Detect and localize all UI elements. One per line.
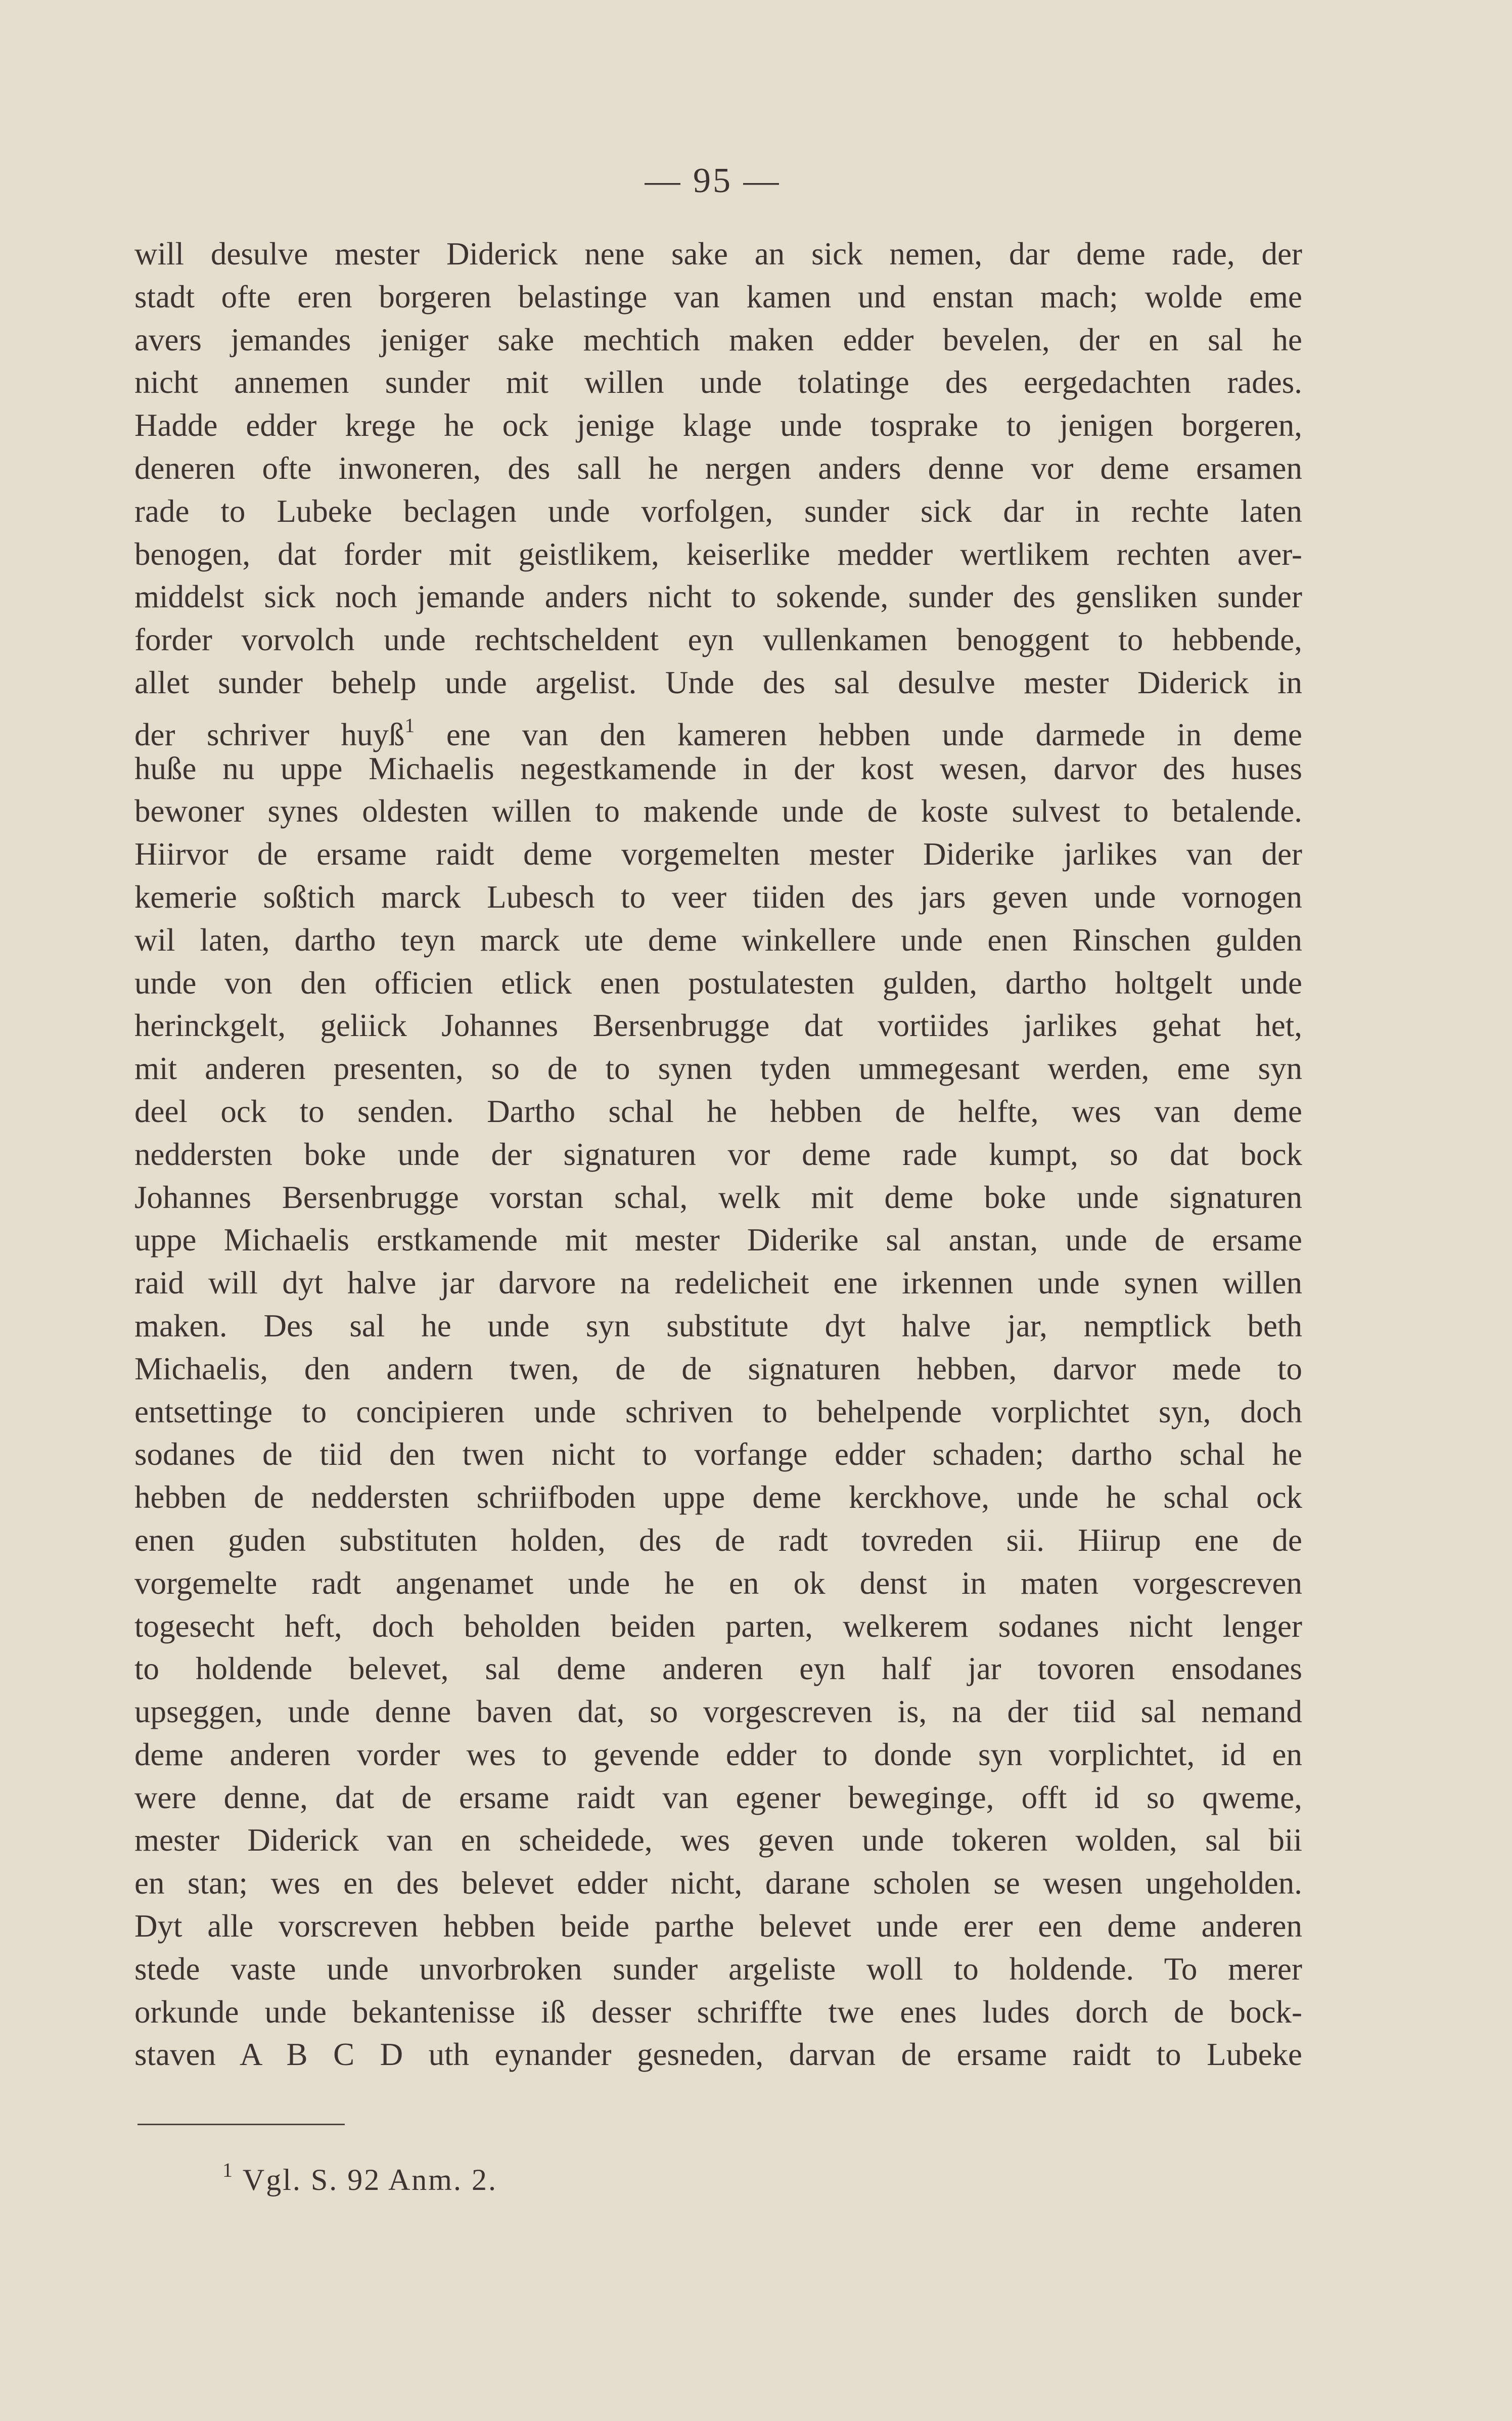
text-fragment: ene van den kameren hebben unde darmede in deme — [446, 716, 1302, 752]
footnote-reference: 1 — [404, 713, 415, 737]
text-fragment: der schriver huyß — [134, 716, 405, 752]
text-line: middelst sick noch jemande anders nicht to sokende, sunder des gensliken sunder — [134, 579, 1302, 615]
text-line: togesecht heft, doch beholden beiden parten, welkerem sodanes nicht lenger — [134, 1608, 1302, 1644]
text-line: mester Diderick van en scheidede, wes geven unde tokeren wolden, sal bii — [134, 1822, 1302, 1858]
text-line: kemerie soßtich marck Lubesch to veer tiiden des jars geven unde vornogen — [134, 879, 1302, 915]
text-line: deel ock to senden. Dartho schal he hebben de helfte, wes van deme — [134, 1093, 1302, 1129]
text-line: rade to Lubeke beclagen unde vorfolgen, sunder sick dar in rechte laten — [134, 493, 1302, 529]
text-line: Hiirvor de ersame raidt deme vorgemelten mester Diderike jarlikes van der — [134, 836, 1302, 872]
text-line: neddersten boke unde der signaturen vor deme rade kumpt, so dat bock — [134, 1136, 1302, 1172]
text-line: avers jemandes jeniger sake mechtich maken edder bevelen, der en sal he — [134, 322, 1302, 357]
text-line: benogen, dat forder mit geistlikem, keiserlike medder wertlikem rechten aver- — [134, 536, 1302, 572]
text-line: Dyt alle vorscreven hebben beide parthe belevet unde erer een deme anderen — [134, 1908, 1302, 1944]
text-line: staven A B C D uth eynander gesneden, darvan de ersame raidt to Lubeke — [134, 2037, 1302, 2073]
text-line: raid will dyt halve jar darvore na redelicheit ene irkennen unde synen willen — [134, 1265, 1302, 1301]
text-line: entsettinge to concipieren unde schriven to behelpende vorplichtet syn, doch — [134, 1394, 1302, 1429]
text-line: allet sunder behelp unde argelist. Unde des sal desulve mester Diderick in — [134, 664, 1302, 700]
text-line: hußе nu uppe Michaelis negestkamende in der kost wesen, darvor des huses — [134, 750, 1302, 786]
text-line: Johannes Bersenbrugge vorstan schal, welk mit deme boke unde signaturen — [134, 1179, 1302, 1215]
text-line-with-footnote-ref — [134, 704, 1302, 752]
text-line: vorgemelte radt angenamet unde he en ok denst in maten vorgescreven — [134, 1565, 1302, 1601]
text-line: will desulve mester Diderick nene sake an sick nemen, dar deme rade, der — [134, 236, 1302, 272]
text-line: Michaelis, den andern twen, de de signaturen hebben, darvor mede to — [134, 1351, 1302, 1386]
text-line: enen guden substituten holden, des de radt tovreden sii. Hiirup ene de — [134, 1522, 1302, 1558]
text-line: uppe Michaelis erstkamende mit mester Diderike sal anstan, unde de ersame — [134, 1222, 1302, 1258]
text-line: upseggen, unde denne baven dat, so vorgescreven is, na der tiid sal nemand — [134, 1694, 1302, 1730]
text-line: wil laten, dartho teyn marck ute deme winkellere unde enen Rinschen gulden — [134, 922, 1302, 958]
text-line: deneren ofte inwoneren, des sall he nergen anders denne vor deme ersamen — [134, 450, 1302, 486]
text-line: nicht annemen sunder mit willen unde tolatinge des eergedachten rades. — [134, 365, 1302, 400]
text-line: maken. Des sal he unde syn substitute dyt halve jar, nemptlick beth — [134, 1308, 1302, 1343]
text-line: unde von den officien etlick enen postulatesten gulden, dartho holtgelt unde — [134, 965, 1302, 1001]
text-line: to holdende belevet, sal deme anderen eyn half jar tovoren ensodanes — [134, 1651, 1302, 1687]
text-line: forder vorvolch unde rechtscheldent eyn vullenkamen benoggent to hebbende, — [134, 622, 1302, 658]
text-line: en stan; wes en des belevet edder nicht, darane scholen se wesen ungeholden. — [134, 1865, 1302, 1901]
text-line: hebben de neddersten schriifboden uppe deme kerckhove, unde he schal ock — [134, 1480, 1302, 1515]
text-line: bewoner synes oldesten willen to makende unde de koste sulvest to betalende. — [134, 793, 1302, 829]
footnote-text: Vgl. S. 92 Anm. 2. — [242, 2163, 497, 2196]
footnote-marker: 1 — [222, 2159, 234, 2181]
footnote-divider — [138, 2124, 345, 2125]
body-text — [134, 233, 1302, 2076]
footnote — [222, 2158, 497, 2198]
text-line: were denne, dat de ersame raidt van egener beweginge, offt id so qweme, — [134, 1779, 1302, 1815]
text-line: mit anderen presenten, so de to synen tyden ummegesant werden, eme syn — [134, 1051, 1302, 1087]
text-line: sodanes de tiid den twen nicht to vorfange edder schaden; dartho schal he — [134, 1437, 1302, 1472]
text-line: stede vaste unde unvorbroken sunder argeliste woll to holdende. To merer — [134, 1951, 1302, 1987]
text-line: stadt ofte eren borgeren belastinge van kamen und enstan mach; wolde eme — [134, 279, 1302, 315]
text-line: orkunde unde bekantenisse iß desser schriffte twe enes ludes dorch de bock- — [134, 1994, 1302, 2030]
page-number: — 95 — — [645, 161, 781, 200]
text-line: deme anderen vorder wes to gevende edder to donde syn vorplichtet, id en — [134, 1736, 1302, 1772]
text-line: herinckgelt, geliick Johannes Bersenbrugge dat vortiides jarlikes gehat het, — [134, 1008, 1302, 1044]
text-line: Hadde edder krege he ock jenige klage unde tosprake to jenigen borgeren, — [134, 408, 1302, 443]
